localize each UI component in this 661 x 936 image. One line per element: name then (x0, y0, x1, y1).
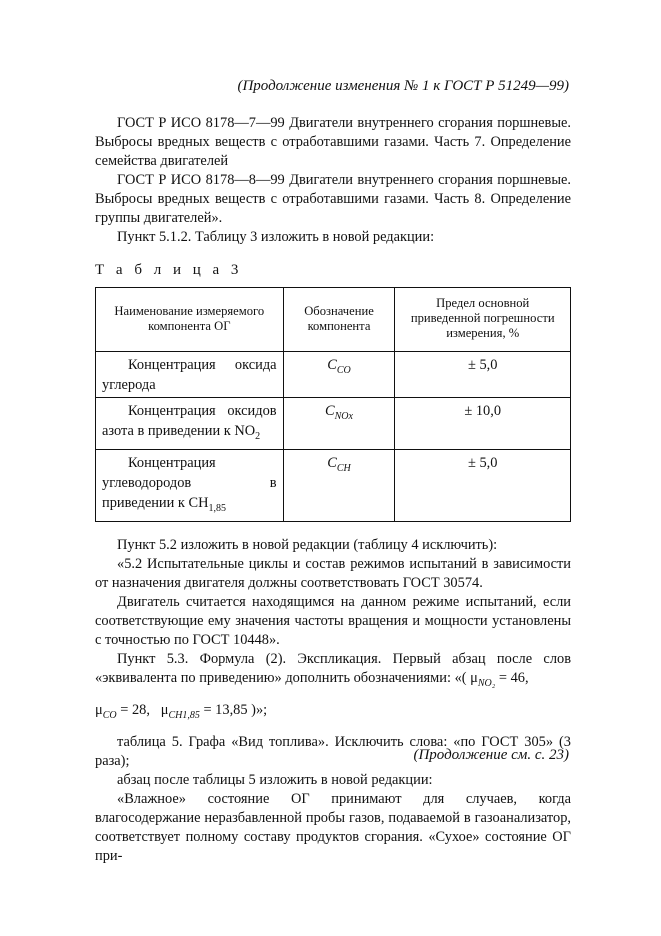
paragraph-5-2-text: «5.2 Испытательные циклы и состав режимов испытаний в зависимости от назначения двигателя должны соответствовать ГОСТ 30574. (95, 555, 571, 591)
paragraph-after-table-5: абзац после таблицы 5 изложить в новой редакции: (117, 771, 433, 788)
co-value: = 28, (120, 701, 150, 718)
paragraph-gost-8178-7: ГОСТ Р ИСО 8178—7—99 Двигатели внутреннего сгорания поршневые. Выбросы вредных веществ с отработавшими газами. Часть 7. Определение семейства двигателей (95, 115, 571, 169)
mu-symbol: μ (160, 701, 169, 718)
paragraph-item-5-3: Пункт 5.3. Формула (2). Экспликация. Первый абзац после слов «эквивалента по приведению» дополнить обозначениями: «( $\mu_{NO_2} = 46$, (95, 650, 571, 689)
ch-value: = 13,85 )»; (203, 701, 268, 718)
table-row (96, 449, 571, 521)
header-component-symbol: Обозначение компонента (283, 288, 395, 352)
symbol-letter: C (325, 403, 335, 419)
cell-symbol (283, 449, 395, 521)
paragraph-wet-state: «Влажное» состояние ОГ принимают для случаев, когда влагосодержание неразбавленной пробы газов, подаваемой в газоанализатор, соответствует полному составу продуктов сгорания. «Сухое» состояние ОГ при- (95, 790, 571, 864)
table-3 (95, 287, 571, 522)
cell-name (96, 449, 284, 521)
cell-name (96, 398, 284, 450)
symbol-subscript: CH (336, 462, 351, 474)
mu-symbol: μ (95, 701, 103, 718)
cell-symbol (283, 398, 395, 450)
table-row (96, 398, 571, 450)
paragraph-item-5-2: Пункт 5.2 изложить в новой редакции (таблицу 4 исключить): (117, 536, 498, 553)
row-name-subscript: 2 (255, 430, 261, 442)
continuation-header: (Продолжение изменения № 1 к ГОСТ Р 51249—99) (237, 78, 569, 94)
header-error-limit: Предел основной приведенной погрешности измерения, % (395, 288, 571, 352)
row-name-subscript: 1,85 (208, 502, 226, 514)
paragraph-item-5-1-2: Пункт 5.1.2. Таблицу 3 изложить в новой редакции: (117, 229, 435, 245)
table-title: Т а б л и ц а 3 (95, 262, 243, 278)
mu-symbol: μ (470, 669, 478, 686)
row-name: Концентрация углеводородов в приведении к CH (102, 454, 277, 511)
no2-subscript: NO₂ (477, 677, 496, 689)
cell-symbol (283, 352, 395, 398)
cell-name (96, 352, 284, 398)
header-component-name: Наименование измеряемого компонента ОГ (96, 288, 284, 352)
table-header-row (96, 288, 571, 352)
co-subscript: CO (102, 709, 117, 721)
table-row (96, 352, 571, 398)
cell-limit: ± 5,0 (395, 352, 571, 398)
row-name: Концентрация оксида углерода (102, 357, 277, 393)
continuation-footer: (Продолжение см. с. 23) (413, 747, 569, 763)
paragraph-table-5: таблица 5. Графа «Вид топлива». Исключить слова: «по ГОСТ 305» (3 раза); (95, 733, 571, 769)
row-name: Концентрация оксидов азота в приведении к NO (102, 403, 277, 439)
symbol-subscript: NOx (334, 410, 353, 422)
symbol-letter: C (327, 454, 337, 471)
ch-subscript: CH1,85 (168, 709, 200, 721)
paragraph-gost-8178-8: ГОСТ Р ИСО 8178—8—99 Двигатели внутреннего сгорания поршневые. Выбросы вредных веществ с отработавшими газами. Часть 8. Определение группы двигателей». (95, 172, 571, 226)
symbol-subscript: CO (336, 364, 351, 376)
symbol-letter: C (327, 357, 337, 373)
no2-value: = 46, (498, 669, 529, 686)
formula-line (95, 701, 571, 725)
cell-limit: ± 10,0 (395, 398, 571, 450)
item-5-3-text: Пункт 5.3. Формула (2). Экспликация. Первый абзац после слов «эквивалента по приведению» дополнить обозначениями: (95, 650, 571, 686)
cell-limit: ± 5,0 (395, 449, 571, 521)
paragraph-engine-mode: Двигатель считается находящимся на данном режиме испытаний, если соответствующие ему значения частоты вращения и мощности установлены с точностью по ГОСТ 10448». (95, 593, 571, 648)
